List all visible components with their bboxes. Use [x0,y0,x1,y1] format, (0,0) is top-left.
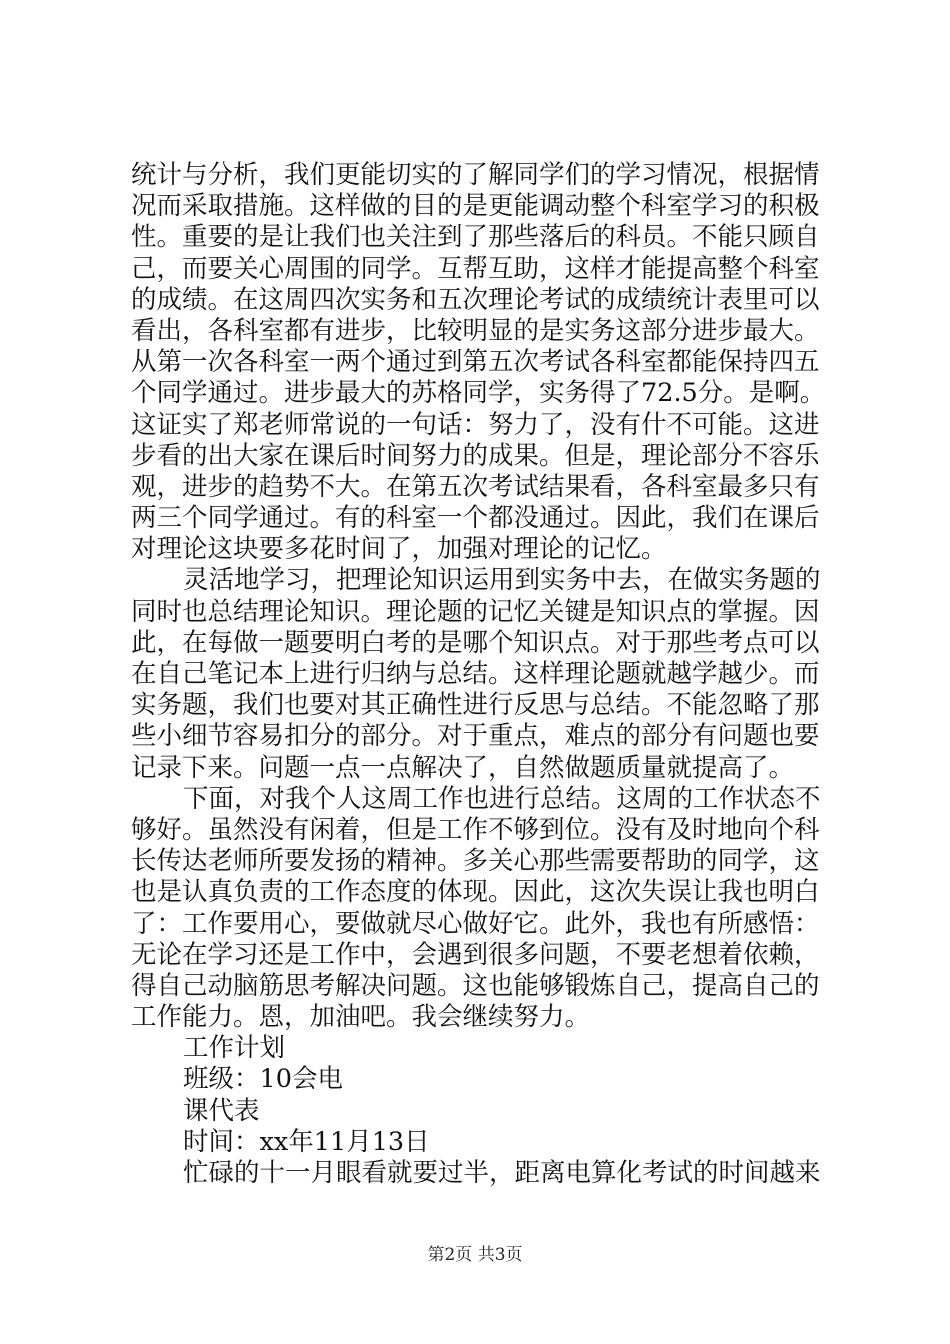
paragraph-start-line: 下面，对我个人这周工作也进行总结。这周的工作状态不 [183,783,821,814]
text-line: 够好。虽然没有闲着，但是工作不够到位。没有及时地向个科 [131,814,820,845]
text-line: 统计与分析，我们更能切实的了解同学们的学习情况，根据情 [131,160,820,190]
text-line: 个同学通过。进步最大的苏格同学，实务得了72.5分。是啊。 [131,378,826,409]
text-line: 了：工作要用心，要做就尽心做好它。此外，我也有所感悟： [131,908,820,939]
text-line: 无论在学习还是工作中，会遇到很多问题，不要老想着依赖， [131,939,820,970]
text-line: 这证实了郑老师常说的一句话：努力了，没有什不可能。这进 [131,409,820,440]
section-title: 工作计划 [183,1033,286,1064]
text-line: 此，在每做一题要明白考的是哪个知识点。对于那些考点可以 [131,627,820,658]
text-line: 记录下来。问题一点一点解决了，自然做题质量就提高了。 [131,752,795,783]
text-line: 同时也总结理论知识。理论题的记忆关键是知识点的掌握。因 [131,596,820,627]
text-line: 性。重要的是让我们也关注到了那些落后的科员。不能只顾自 [131,222,820,253]
paragraph-start-line: 忙碌的十一月眼看就要过半，距离电算化考试的时间越来 [183,1158,821,1188]
class-info: 班级：10会电 [183,1064,343,1095]
text-line: 也是认真负责的工作态度的体现。因此，这次失误让我也明白 [131,877,820,908]
page-number-footer: 第2页 共3页 [427,1245,523,1265]
text-line: 得自己动脑筋思考解决问题。这也能够锻炼自己，提高自己的 [131,970,820,1001]
text-line: 长传达老师所要发扬的精神。多关心那些需要帮助的同学，这 [131,846,820,877]
text-line: 况而采取措施。这样做的目的是更能调动整个科室学习的积极 [131,191,820,222]
text-line: 步看的出大家在课后时间努力的成果。但是，理论部分不容乐 [131,440,820,471]
text-line: 从第一次各科室一两个通过到第五次考试各科室都能保持四五 [131,347,820,378]
text-line: 些小细节容易扣分的部分。对于重点，难点的部分有问题也要 [131,721,820,752]
paragraph-start-line: 灵活地学习，把理论知识运用到实务中去，在做实务题的 [183,565,821,596]
role-info: 课代表 [183,1095,260,1126]
text-line: 实务题，我们也要对其正确性进行反思与总结。不能忽略了那 [131,690,820,721]
text-line: 两三个同学通过。有的科室一个都没通过。因此，我们在课后 [131,503,820,534]
text-line: 工作能力。恩，加油吧。我会继续努力。 [131,1002,591,1033]
date-info: 时间：xx年11月13日 [183,1126,430,1157]
text-line: 观，进步的趋势不大。在第五次考试结果看，各科室最多只有 [131,471,820,502]
text-line: 看出，各科室都有进步，比较明显的是实务这部分进步最大。 [131,315,820,346]
document-body [131,160,841,1189]
text-line: 在自己笔记本上进行归纳与总结。这样理论题就越学越少。而 [131,659,820,689]
text-line: 对理论这块要多花时间了，加强对理论的记忆。 [131,534,667,565]
text-line: 的成绩。在这周四次实务和五次理论考试的成绩统计表里可以 [131,284,820,315]
text-line: 己，而要关心周围的同学。互帮互助，这样才能提高整个科室 [131,253,820,284]
